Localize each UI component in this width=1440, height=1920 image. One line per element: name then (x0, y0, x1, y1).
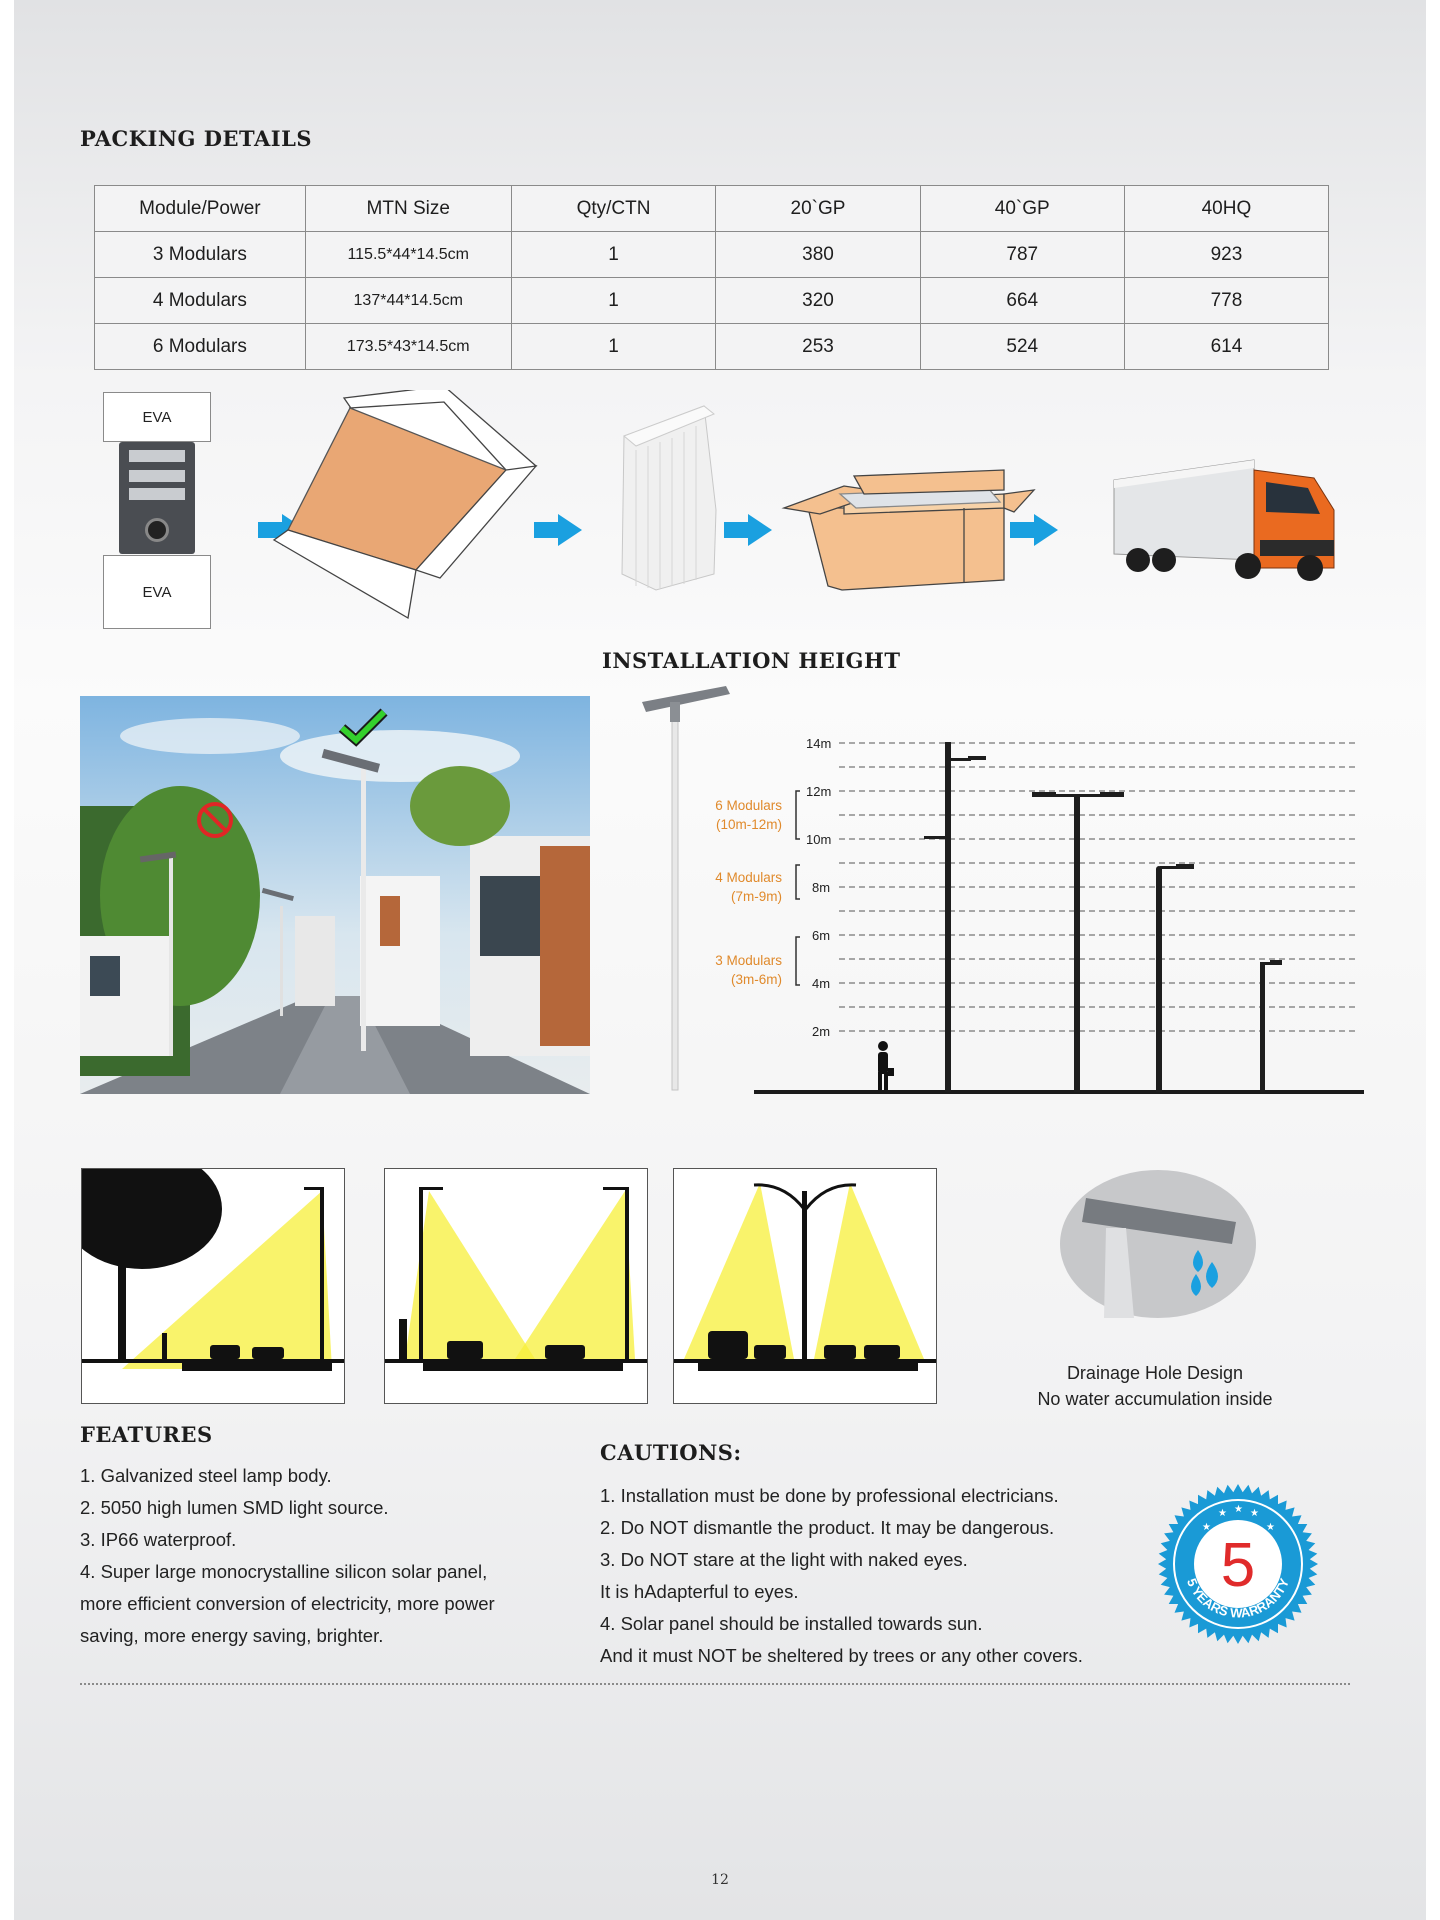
table-row (95, 324, 1329, 370)
truck-icon (1114, 460, 1334, 581)
table-header-row (95, 186, 1329, 232)
cautions-heading: CAUTIONS: (600, 1440, 742, 1465)
installation-height-heading: INSTALLATION HEIGHT (602, 648, 901, 673)
height-label-10m: 10m (806, 832, 832, 847)
table-cell: 3 Modulars (95, 232, 306, 278)
features-heading: FEATURES (80, 1422, 213, 1447)
table-cell: 524 (920, 324, 1124, 370)
list-item: 4. Solar panel should be installed towards sun. (600, 1613, 983, 1634)
list-item: more efficient conversion of electricity, more power (80, 1593, 495, 1614)
svg-text:★: ★ (1266, 1522, 1275, 1533)
lighting-scenario-panel-2 (384, 1168, 648, 1404)
table-cell: 137*44*14.5cm (305, 278, 511, 324)
svg-text:★: ★ (1202, 1522, 1211, 1533)
list-item: 2. 5050 high lumen SMD light source. (80, 1497, 389, 1518)
table-cell: 614 (1124, 324, 1328, 370)
warranty-text: 5 YEARS WARRANTY (1183, 1576, 1293, 1621)
list-item: 3. Do NOT stare at the light with naked eyes. (600, 1549, 968, 1570)
svg-text:★: ★ (1234, 1504, 1243, 1515)
arrow-right-icon (1010, 514, 1058, 546)
street-scene-image (80, 696, 590, 1094)
drainage-hole-image (1056, 1168, 1256, 1318)
cautions-list (600, 1480, 1160, 1672)
svg-text:★: ★ (1218, 1508, 1227, 1519)
list-item: And it must NOT be sheltered by trees or any other covers. (600, 1645, 1083, 1666)
drainage-caption (1020, 1360, 1290, 1412)
group-label-line: (3m-6m) (731, 972, 782, 987)
height-label-6m: 6m (812, 928, 831, 943)
list-item: 2. Do NOT dismantle the product. It may be dangerous. (600, 1517, 1055, 1538)
group-label-3-modulars (674, 951, 782, 989)
features-list (80, 1460, 580, 1652)
table-cell: 778 (1124, 278, 1328, 324)
group-label-line: 6 Modulars (715, 798, 782, 813)
group-label-line: 3 Modulars (715, 953, 782, 968)
dotted-divider (80, 1683, 1350, 1685)
list-item: 4. Super large monocrystalline silicon solar panel, (80, 1561, 488, 1582)
packing-process-illustration (244, 390, 1384, 630)
table-cell: 6 Modulars (95, 324, 306, 370)
eva-bottom-label: EVA (103, 555, 211, 629)
table-cell: 664 (920, 278, 1124, 324)
table-header: MTN Size (305, 186, 511, 232)
height-label-12m: 12m (806, 784, 832, 799)
arrow-right-icon (724, 514, 772, 546)
table-cell: 923 (1124, 232, 1328, 278)
group-label-line: 4 Modulars (715, 870, 782, 885)
table-cell: 1 (511, 324, 716, 370)
drainage-caption-line: Drainage Hole Design (1066, 1363, 1244, 1383)
table-header: 40HQ (1124, 186, 1328, 232)
table-cell: 1 (511, 278, 716, 324)
lamp-product-image (119, 442, 195, 554)
list-item: 1. Installation must be done by professional electricians. (600, 1485, 1059, 1506)
group-label-6-modulars (674, 796, 782, 834)
table-cell: 787 (920, 232, 1124, 278)
table-row (95, 278, 1329, 324)
lighting-scenario-panel-1 (81, 1168, 345, 1404)
height-label-2m: 2m (812, 1024, 831, 1039)
list-item: It is hAdapterful to eyes. (600, 1581, 799, 1602)
arrow-right-icon (534, 514, 582, 546)
packed-carton-icon (784, 470, 1034, 590)
warranty-number: 5 (1220, 1531, 1256, 1600)
table-cell: 320 (716, 278, 920, 324)
packing-table (94, 185, 1329, 370)
table-cell: 380 (716, 232, 920, 278)
packing-details-heading: PACKING DETAILS (80, 126, 313, 151)
table-header: Module/Power (95, 186, 306, 232)
list-item: 1. Galvanized steel lamp body. (80, 1465, 332, 1486)
person-silhouette-icon (878, 1041, 894, 1090)
svg-text:★: ★ (1250, 1508, 1259, 1519)
table-cell: 115.5*44*14.5cm (305, 232, 511, 278)
height-label-4m: 4m (812, 976, 831, 991)
table-cell: 1 (511, 232, 716, 278)
warranty-badge-icon (1156, 1482, 1320, 1646)
group-label-line: (10m-12m) (715, 817, 782, 832)
table-cell: 173.5*43*14.5cm (305, 324, 511, 370)
table-cell: 4 Modulars (95, 278, 306, 324)
table-row (95, 232, 1329, 278)
table-header: 40`GP (920, 186, 1124, 232)
group-label-4-modulars (674, 868, 782, 906)
table-cell: 253 (716, 324, 920, 370)
eva-top-label: EVA (103, 392, 211, 442)
height-label-8m: 8m (812, 880, 831, 895)
page-number: 12 (711, 1872, 729, 1888)
catalog-page (14, 0, 1426, 1920)
table-header: Qty/CTN (511, 186, 716, 232)
list-item: saving, more energy saving, brighter. (80, 1625, 384, 1646)
height-label-14m: 14m (806, 736, 832, 751)
lighting-scenario-panel-3 (673, 1168, 937, 1404)
table-header: 20`GP (716, 186, 920, 232)
foam-block-icon (622, 406, 716, 590)
drainage-caption-line: No water accumulation inside (1037, 1389, 1273, 1409)
list-item: 3. IP66 waterproof. (80, 1529, 237, 1550)
flat-carton-icon (274, 390, 536, 618)
group-label-line: (7m-9m) (731, 889, 782, 904)
